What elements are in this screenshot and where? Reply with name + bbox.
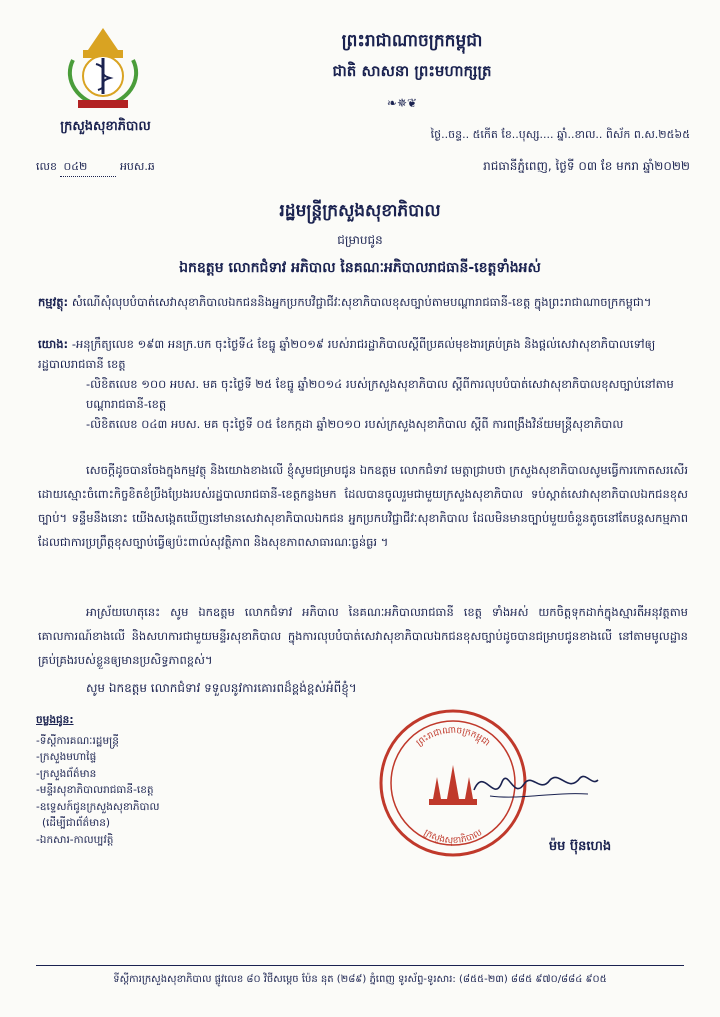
footer-address: ទីស្តីការក្រសួងសុខាភិបាល ផ្លូវលេខ ៨០ វិថីសម្តេច ប៉ែន នុត (២៨៩) ភ្នំពេញ ទូរស័ព្ទ-ទូរសារ: (៨៥៥-២៣) ៨៨៥ ៩៧០/៨៨៤ ៩០៥ bbox=[113, 974, 607, 985]
subject-block bbox=[38, 292, 688, 312]
reference-item: -លិខិតលេខ ១០០ អបស. មគ ចុះថ្ងៃទី ២៥ ខែធ្នូ ឆ្នាំ២០១៤ របស់ក្រសួងសុខាភិបាល ស្តីពីការលុបបំបាត់សេវាសុខាភិបាលខុសច្បាប់នៅតាមបណ្តារាជធានី-ខេត្ត bbox=[86, 377, 674, 411]
date-line: រាជធានីភ្នំពេញ, ថ្ងៃទី ០៣ ខែ មករា ឆ្នាំ២០២២ bbox=[483, 159, 690, 173]
reference-number bbox=[36, 160, 155, 177]
footer-divider bbox=[36, 965, 684, 966]
signer-name: ម៉ម ប៊ុនហេង bbox=[548, 839, 612, 854]
stamp-top-text: ព្រះរាជាណាចក្រកម្ពុជា bbox=[414, 725, 492, 749]
kingdom-heading: ព្រះរាជាណាចក្រកម្ពុជា bbox=[341, 31, 483, 51]
ref-number: ០៤២ bbox=[60, 160, 116, 177]
cc-item: (ដើម្បីជាព័ត៌មាន) bbox=[42, 817, 110, 829]
ref-label: លេខ bbox=[36, 160, 57, 173]
references-block bbox=[38, 334, 688, 434]
reference-item: -លិខិតលេខ ០៤៣ អបស. មគ ចុះថ្ងៃទី ០៥ ខែកក្កដា ឆ្នាំ២០១០ របស់ក្រសួងសុខាភិបាល ស្តីពី ការពង្រឹងវិន័យមន្ត្រីសុខាភិបាល bbox=[86, 417, 624, 431]
signature bbox=[470, 760, 600, 810]
logo-spire bbox=[88, 28, 118, 50]
document-title: រដ្ឋមន្ត្រីក្រសួងសុខាភិបាល bbox=[279, 201, 441, 221]
stamp-bottom-text: ក្រសួងសុខាភិបាល bbox=[421, 827, 485, 847]
subject-label: កម្មវត្ថុ: bbox=[38, 295, 69, 309]
cc-heading: ចម្លងជូន: bbox=[36, 714, 74, 726]
ministry-name: ក្រសួងសុខាភិបាល bbox=[60, 119, 151, 134]
cc-item: -មន្ទីរសុខាភិបាលរាជធានី-ខេត្ត bbox=[36, 784, 154, 796]
subject-text: សំណើសុំលុបបំបាត់សេវាសុខាភិបាលឯកជននិងអ្នកប្រកបវិជ្ជាជីវៈសុខាភិបាលខុសច្បាប់តាមបណ្តារាជធានី-ខេត្ត ក្នុងព្រះរាជាណាចក្រកម្ពុជា។ bbox=[71, 295, 652, 309]
cc-item: -ក្រសួងព័ត៌មាន bbox=[36, 767, 97, 780]
respectfully-to: ជម្រាបជូន bbox=[337, 233, 383, 247]
body-paragraph-1: សេចក្តីដូចបានចែងក្នុងកម្មវត្ថុ និងយោងខាងលើ ខ្ញុំសូមជម្រាបជូន ឯកឧត្តម លោកជំទាវ មេត្តាជ្រាបថា ក្រសួងសុខាភិបាលសូមធ្វើការកោតសរសើរដោយស្មោះចំពោះកិច្ចខិតខំប្រឹងប្រែងរបស់រដ្ឋបាលរាជធានី-ខេត្តកន្លងមក ដែលបានចូលរួមជាមួយក្រសួងសុខាភិបាល ទប់ស្កាត់សេវាសុខាភិបាលឯកជនខុសច្បាប់។ ទន្ទឹមនឹងនោះ យើងសង្កេតឃើញនៅមានសេវាសុខាភិបាលឯកជន អ្នកប្រកបវិជ្ជាជីវៈសុខាភិបាល ដែលមិនមានច្បាប់មួយចំនួនតូចនៅតែបន្តសកម្មភាព ដែលជាការប្រព្រឹត្តខុសច្បាប់ធ្វើឲ្យប៉ះពាល់សុវត្ថិភាព និងសុខភាពសាធារណៈធ្ងន់ធ្ងរ ។ bbox=[38, 463, 688, 549]
references-label: យោង: bbox=[38, 337, 69, 351]
logo-ribbon bbox=[78, 100, 128, 108]
cc-item: -ឧទ្ទេសក៍ជូនក្រសួងសុខាភិបាល bbox=[36, 800, 160, 813]
ministry-logo bbox=[58, 20, 148, 112]
lunar-date: ថ្ងៃ..ចន្ទ.. ៥កើត ខែ..បុស្ស.... ឆ្នាំ..ខាល.. ពិស័ក ព.ស.២៥៦៥ bbox=[430, 128, 690, 141]
ornament-divider: ❧✵❦ bbox=[386, 96, 418, 110]
ref-suffix: អបស.​ឆ bbox=[119, 160, 155, 173]
cc-list bbox=[36, 712, 236, 848]
recipient-line: ឯកឧត្តម លោកជំទាវ អភិបាល នៃគណៈអភិបាលរាជធានី-ខេត្តទាំងអស់ bbox=[179, 260, 541, 276]
cc-item: -ក្រសួងមហាផ្ទៃ bbox=[36, 751, 97, 763]
cc-item: -ឯកសារ-កាលប្បវត្តិ bbox=[36, 833, 114, 846]
body-paragraph-2: អាស្រ័យហេតុនេះ សូម ឯកឧត្តម លោកជំទាវ អភិបាល នៃគណៈអភិបាលរាជធានី ខេត្ត ទាំងអស់ យកចិត្តទុកដាក់ក្នុងស្មារតីអនុវត្តតាមគោលការណ៍ខាងលើ និងសហការជាមួយមន្ទីរសុខាភិបាល ក្នុងការលុបបំបាត់សេវាសុខាភិបាលឯកជនខុសច្បាប់ដូចបានជម្រាបជូនខាងលើ នៅតាមមូលដ្ឋានគ្រប់គ្រងរបស់ខ្លួនឲ្យមានប្រសិទ្ធភាពខ្ពស់។ bbox=[38, 605, 688, 667]
closing-line: សូម ឯកឧត្តម លោកជំទាវ ទទួលនូវការគោរពដ៏ខ្ពង់ខ្ពស់អំពីខ្ញុំ។ bbox=[86, 681, 357, 695]
national-motto: ជាតិ សាសនា ព្រះមហាក្សត្រ bbox=[332, 62, 492, 80]
reference-item: -អនុក្រឹត្យលេខ ១៩៣ អនក្រ.បក ចុះថ្ងៃទី៤ ខែធ្នូ ឆ្នាំ២០១៩ របស់រាជរដ្ឋាភិបាលស្តីពីប្រគល់មុខងារគ្រប់គ្រង និងផ្តល់សេវាសុខាភិបាលទៅឲ្យរដ្ឋបាលរាជធានី ខេត្ត bbox=[38, 337, 656, 371]
cc-item: -ទីស្តីការគណៈរដ្ឋមន្ត្រី bbox=[36, 734, 119, 747]
